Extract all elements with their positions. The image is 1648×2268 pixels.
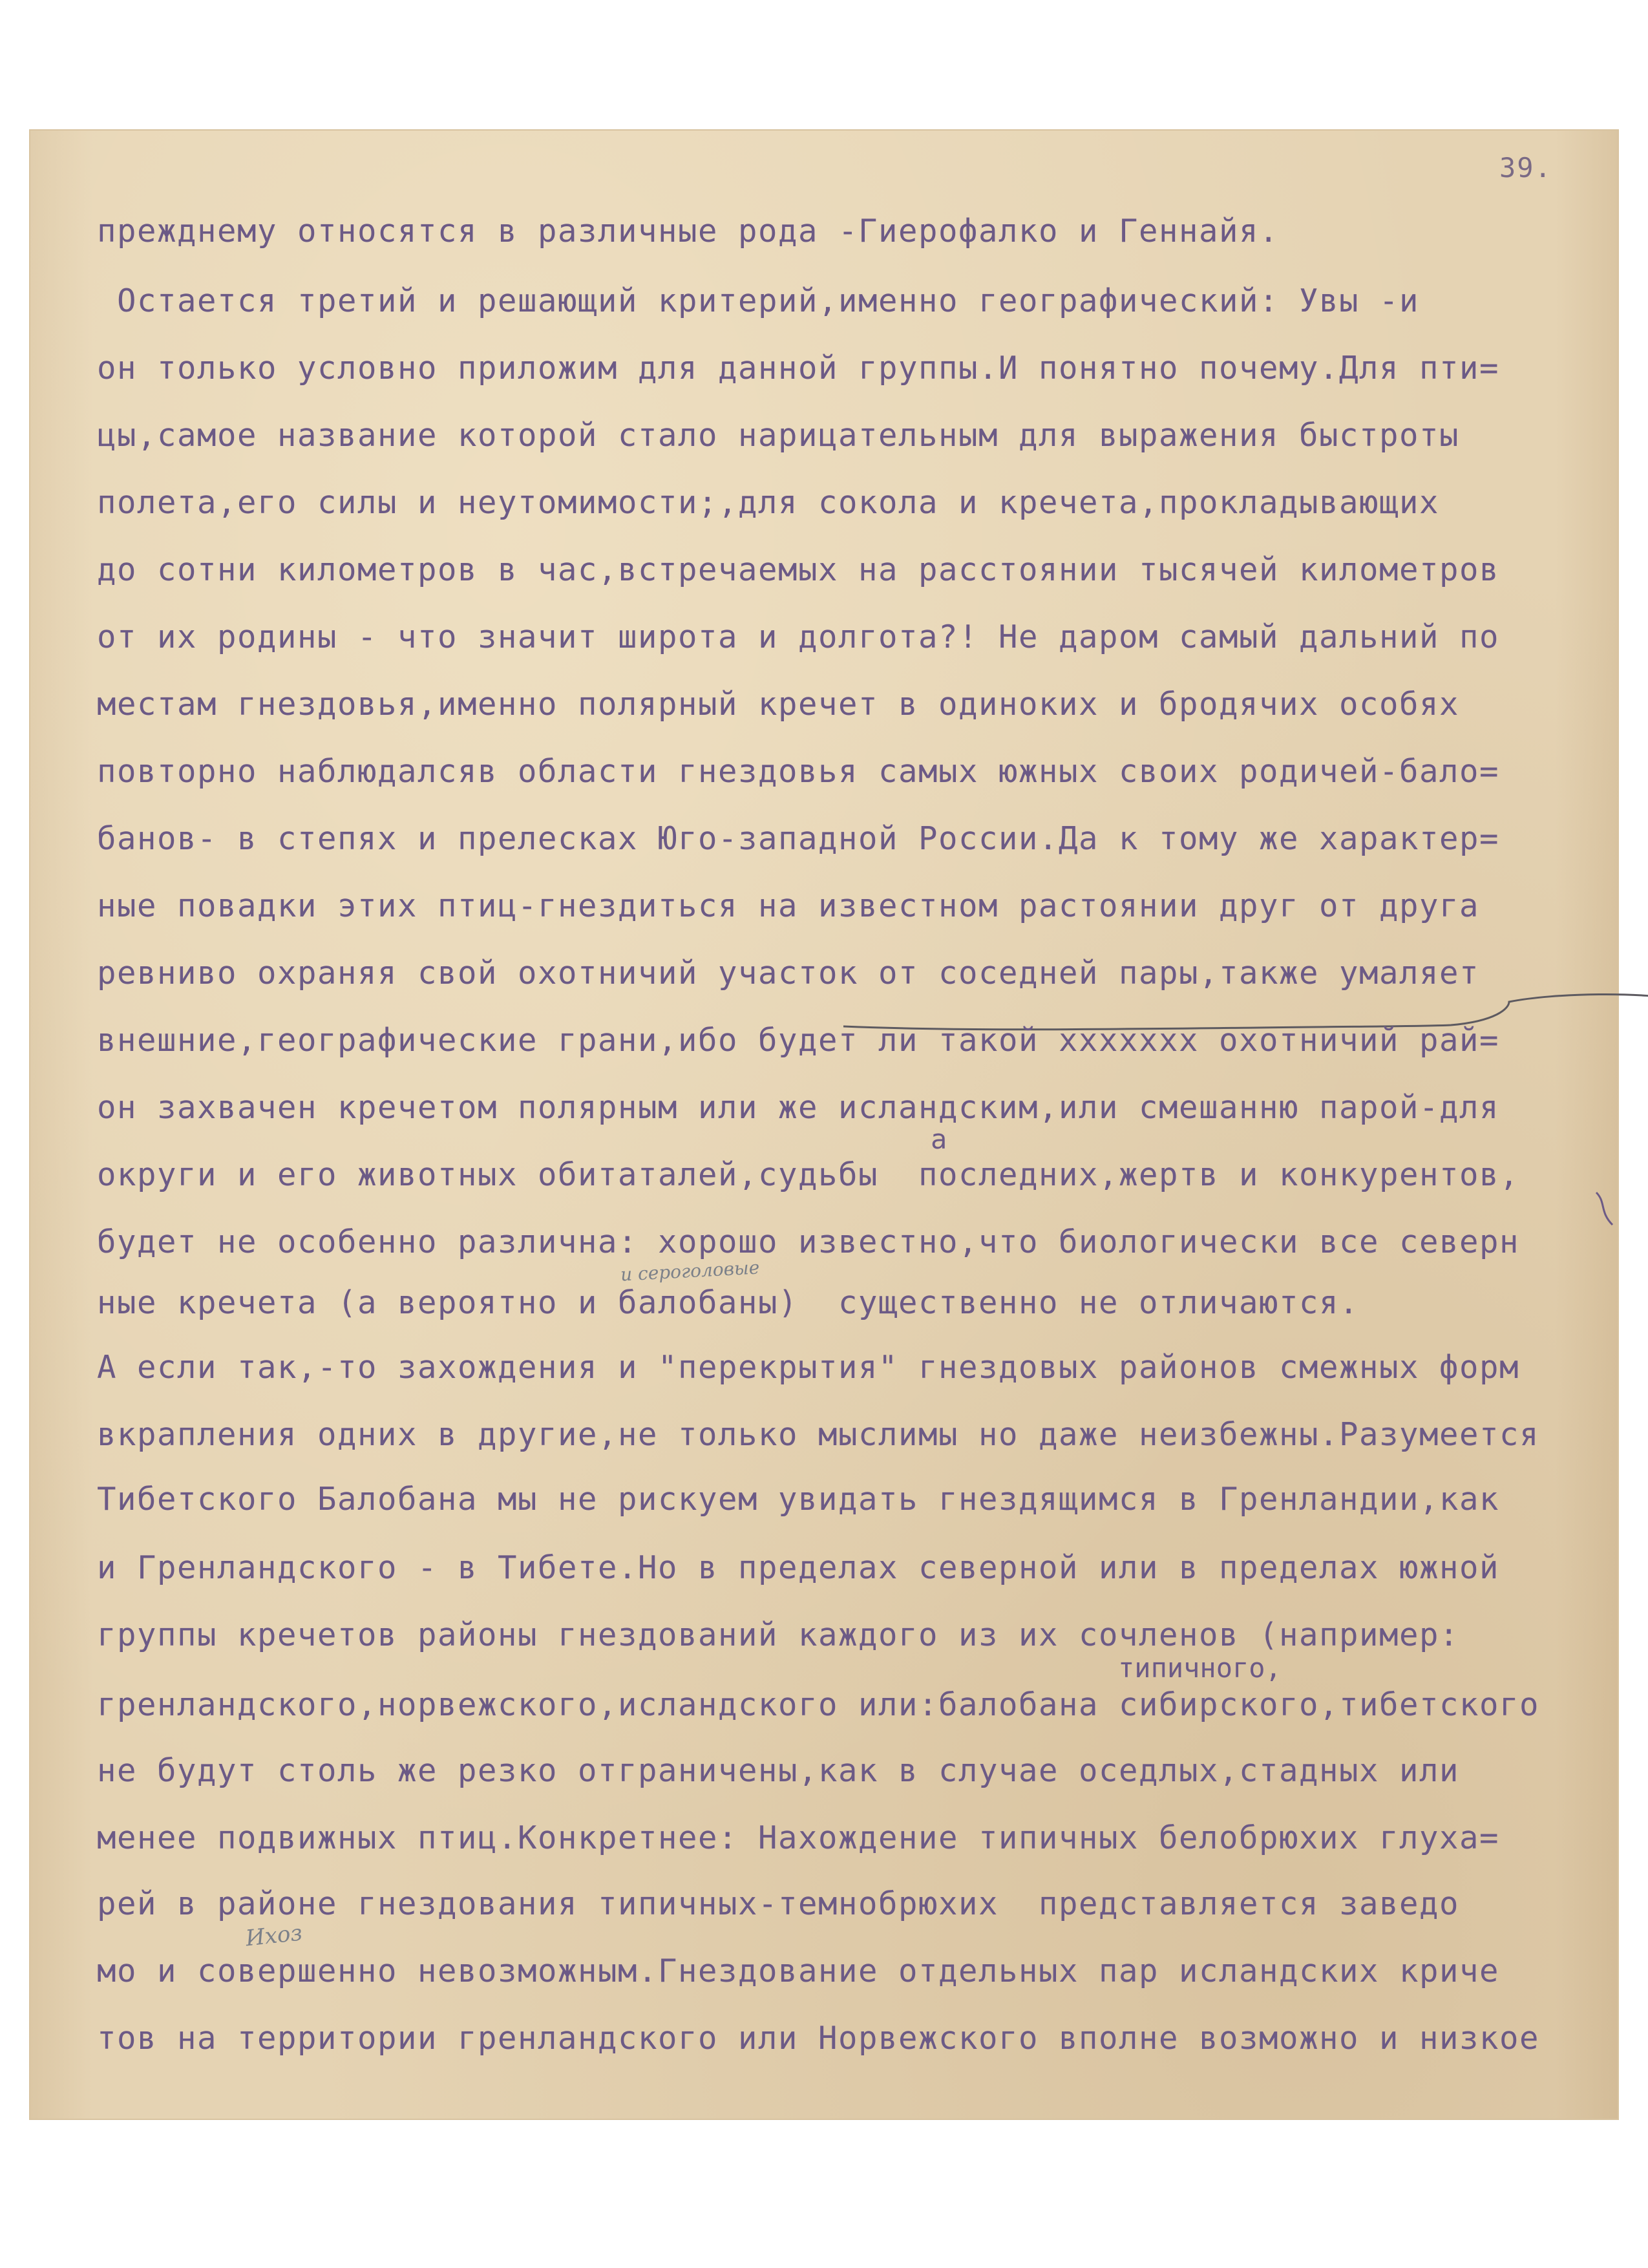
text-line: группы кречетов районы гнездований каждого из их сочленов (например: xyxy=(97,1616,1460,1653)
text-line: от их родины - что значит широта и долгота?! Не даром самый дальний по xyxy=(97,619,1500,655)
text-line: ные кречета (а вероятно и балобаны) существенно не отличаются. xyxy=(97,1284,1360,1321)
text-line: менее подвижных птиц.Конкретнее: Нахождение типичных белобрюхих глуха= xyxy=(97,1819,1500,1856)
handwritten-note: и сероголовые xyxy=(620,1256,761,1286)
text-line: Тибетского Балобана мы не рискуем увидать гнездящимся в Гренландии,как xyxy=(97,1481,1500,1518)
ink-smudge-mark xyxy=(1593,1189,1619,1228)
handwritten-note: Ихоз xyxy=(244,1920,304,1952)
text-line: гренландского,норвежского,исландского или:балобана сибирского,тибетского xyxy=(97,1686,1540,1723)
text-line: полета,его силы и неутомимости;,для сокола и кречета,прокладывающих xyxy=(97,484,1440,521)
text-line: прежднему относятся в различные рода -Гиерофалко и Геннайя. xyxy=(97,213,1280,249)
text-line: он только условно приложим для данной группы.И понятно почему.Для пти= xyxy=(97,350,1500,387)
text-line: будет не особенно различна: хорошо известно,что биологически все северн xyxy=(97,1224,1520,1260)
text-line: А если так,-то захождения и "перекрытия" гнездовых районов смежных форм xyxy=(97,1349,1520,1386)
text-line: ревниво охраняя свой охотничий участок от соседней пары,также умаляет xyxy=(97,955,1480,991)
text-line: внешние,географические грани,ибо будет ли такой xxxxxxx охотничий рай= xyxy=(97,1022,1500,1059)
text-line: не будут столь же резко отграничены,как в случае оседлых,стадных или xyxy=(97,1752,1460,1789)
text-line: он захвачен кречетом полярным или же исландским,или смешанню парой-для xyxy=(97,1089,1500,1126)
typed-insertion: а xyxy=(931,1123,947,1155)
text-line: цы,самое название которой стало нарицательным для выражения быстроты xyxy=(97,417,1460,454)
text-line: ные повадки этих птиц-гнездиться на известном растоянии друг от друга xyxy=(97,887,1480,924)
text-line: банов- в степях и прелесках Юго-западной России.Да к тому же характер= xyxy=(97,820,1500,857)
typed-insertion: типичного, xyxy=(1118,1652,1282,1684)
text-line: повторно наблюдалсяв области гнездовья самых южных своих родичей-бало= xyxy=(97,753,1500,790)
text-line: вкрапления одних в другие,не только мыслимы но даже неизбежны.Разумеется xyxy=(97,1416,1540,1453)
text-line: тов на территории гренландского или Норвежского вполне возможно и низкое xyxy=(97,2020,1540,2057)
text-line: до сотни километров в час,встречаемых на расстоянии тысячей километров xyxy=(97,551,1500,588)
text-line: местам гнездовья,именно полярный кречет в одиноких и бродячих особях xyxy=(97,686,1460,723)
text-line: мо и совершенно невозможным.Гнездование отдельных пар исландских криче xyxy=(97,1953,1500,1989)
text-line: Остается третий и решающий критерий,именно географический: Увы -и xyxy=(97,282,1420,319)
text-line: и Гренландского - в Тибете.Но в пределах северной или в пределах южной xyxy=(97,1549,1500,1586)
text-line: рей в районе гнездования типичных-темнобрюхих представляется заведо xyxy=(97,1885,1460,1922)
page-number: 39. xyxy=(1499,152,1552,184)
text-line: округи и его животных обитаталей,судьбы последних,жертв и конкурентов, xyxy=(97,1156,1520,1193)
